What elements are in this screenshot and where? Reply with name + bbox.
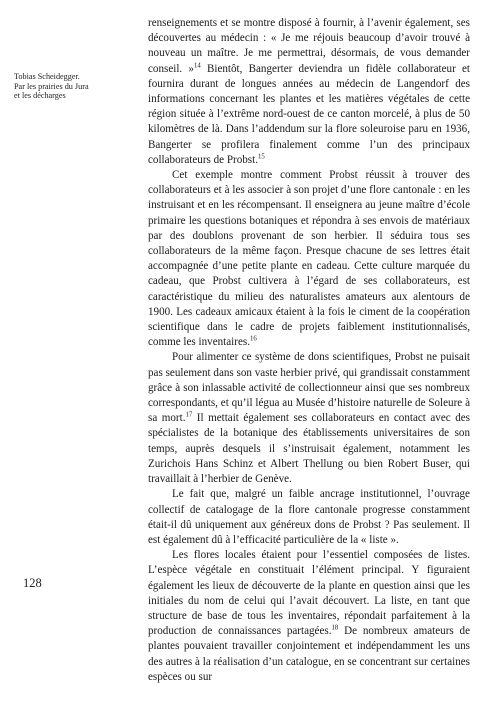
running-header-line: et les décharges [14, 91, 66, 100]
page-number: 128 [23, 576, 42, 590]
text-segment: Cet exemple montre comment Probst réussit à trouver des collaborateurs et à les associer à son projet d’une flore cantonale : en les instruisant et en les récompensant. Il enseignera au jeune maître d’école primaire les questions botaniques et répondra à ses envois de matériaux par des doublons provenant de son herbier. Il séduira tous ses collaborateurs de la même façon. Presque chacune de ses lettres était accompagnée d’une petite plante en cadeau. Cette culture marquée du cadeau, que Probst cultivera à l’égard de ses collaborateurs, est caractéristique du milieu des naturalistes amateurs aux alentours de 1900. Les cadeaux amicaux étaient à la fois le ciment de la coopération scientifique dans le cadre de projets faiblement institutionnalisés, comme les inventaires. [148, 169, 470, 349]
footnote-ref[interactable]: 16 [249, 335, 257, 343]
body-text [148, 16, 470, 685]
footnote-ref[interactable]: 15 [257, 153, 265, 161]
text-segment: Bientôt, Bangerter deviendra un fidèle collaborateur et fournira durant de longues années au médecin de Langendorf des informations concernant les plantes et les matières végétales de cette région située à l’extrême nord-ouest de ce canton morcelé, à plus de 50 kilomètres de là. Dans l’addendum sur la flore soleuroise paru en 1936, Bangerter se profilera finalement comme l’un des principaux collaborateurs de Probst. [148, 62, 470, 166]
footnote-ref[interactable]: 17 [185, 411, 193, 419]
running-header-line: Par les prairies du Jura [14, 81, 89, 91]
text-segment: Pour alimenter ce système de dons scientifiques, Probst ne puisait pas seulement dans son vaste herbier privé, qui grandissait constamment grâce à son inlassable activité de collectionneur ainsi que ses nombreux correspondants, et qu’il légua au Musée d’histoire naturelle de Soleure à sa mort. [148, 351, 470, 425]
paragraph [148, 168, 470, 350]
text-segment: De nombreux amateurs de plantes pouvaient travailler conjointement et indépendamment les uns des autres à la réalisation d’un catalogue, en se concentrant sur certaines espèces ou sur [148, 625, 470, 683]
paragraph [148, 548, 470, 685]
running-header-line: Tobias Scheidegger. [14, 72, 80, 81]
text-segment: Les flores locales étaient pour l’essentiel composées de listes. L’espèce végétale en constituait l’élément principal. Y figuraient également les lieux de découverte de la plante en question ainsi que les initiales du nom de celui qui l’avait découvert. La liste, en tant que structure de base de tous les inventaires, répondait parfaitement à la production de connaissances partagées. [148, 549, 470, 638]
text-segment: Le fait que, malgré un faible ancrage institutionnel, l’ouvrage collectif de catalogage de la flore cantonale progresse constamment était-il dû uniquement aux généreux dons de Probst ? Pas seulement. Il est également dû à l’efficacité particulière de la « liste ». [148, 488, 470, 546]
paragraph [148, 16, 470, 168]
footnote-ref[interactable]: 14 [193, 61, 201, 69]
running-header-note [14, 72, 132, 101]
paragraph [148, 487, 470, 548]
footnote-ref[interactable]: 18 [331, 624, 339, 632]
text-segment: renseignements et se montre disposé à fournir, à l’avenir également, ses découvertes au médecin : « Je me réjouis beaucoup d’avoir trouvé à nouveau un maître. Je me permettrai, désormais, de vous demander conseil. » [148, 17, 470, 75]
paragraph [148, 350, 470, 487]
text-segment: Il mettait également ses collaborateurs en contact avec des spécialistes de la botanique des établissements universitaires de son temps, auprès desquels il s’instruisait également, notamment les Zurichois Hans Schinz et Albert Thellung ou bien Robert Buser, qui travaillait à l’herbier de Genève. [148, 412, 470, 486]
